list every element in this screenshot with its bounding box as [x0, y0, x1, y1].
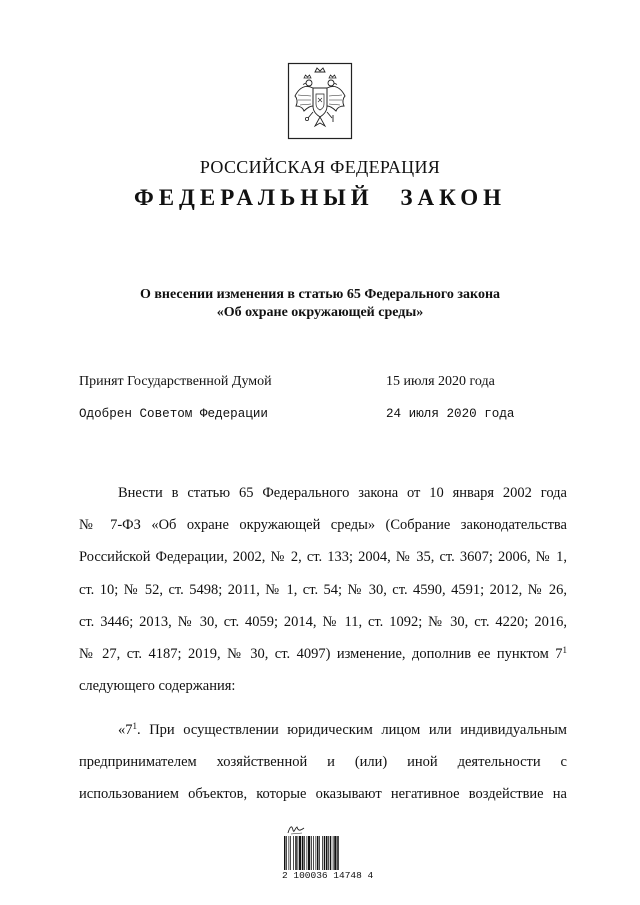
- barcode-bar: [289, 836, 290, 870]
- body-line: Внести в статью 65 Федерального закона от 10 января 2002 года: [118, 485, 567, 501]
- body-paragraph: [79, 714, 567, 811]
- law-title-line: О внесении изменения в статью 65 Федерального закона: [139, 287, 501, 302]
- barcode-bar: [322, 836, 323, 870]
- barcode-bar: [299, 836, 301, 870]
- barcode-bar: [290, 836, 291, 870]
- body-paragraph: [79, 477, 567, 702]
- barcode-bar: [307, 836, 308, 870]
- point-superscript: 1: [562, 645, 567, 656]
- body-line: ст. 10; № 52, ст. 5498; 2011, № 1, ст. 54; № 30, ст. 4590, 4591; 2012, № 26,: [79, 581, 567, 598]
- coat-of-arms-emblem: [287, 62, 353, 140]
- duma-label: Принят Государственной Думой: [79, 374, 272, 389]
- body-line: ст. 3446; 2013, № 30, ст. 4059; 2014, № 11, ст. 1092; № 30, ст. 4220; 2016,: [79, 613, 567, 630]
- point-opening: «7: [118, 722, 133, 738]
- barcode-bar: [295, 836, 297, 870]
- duma-date: 15 июля 2020 года: [386, 374, 495, 389]
- barcode-bar: [319, 836, 320, 870]
- body-line: следующего содержания:: [79, 678, 236, 695]
- barcode-bar: [337, 836, 339, 870]
- body-line: № 7-ФЗ «Об охране окружающей среды» (Собрание законодательства: [79, 517, 567, 534]
- council-label: Одобрен Советом Федерации: [79, 407, 268, 421]
- council-date: 24 июля 2020 года: [386, 407, 515, 421]
- barcode-bar: [316, 836, 317, 870]
- barcode-bar: [328, 836, 329, 870]
- barcode-bar: [334, 836, 336, 870]
- barcode-bar: [304, 836, 305, 870]
- barcode-bar: [286, 836, 287, 870]
- barcode-bar: [333, 836, 334, 870]
- body-line-text: № 27, ст. 4187; 2019, № 30, ст. 4097) изменение, дополнив ее пунктом 7: [79, 646, 563, 663]
- point-superscript: 1: [132, 721, 137, 731]
- barcode-bar: [324, 836, 326, 870]
- document-type-heading: ФЕДЕРАЛЬНЫЙ ЗАКОН: [133, 185, 507, 210]
- barcode-bar: [302, 836, 304, 870]
- law-title: [100, 286, 540, 322]
- barcode-bar: [308, 836, 310, 870]
- barcode-bar: [326, 836, 328, 870]
- barcode-bar: [293, 836, 294, 870]
- body-line: [79, 638, 567, 670]
- body-line: Российской Федерации, 2002, № 2, ст. 133; 2004, № 35, ст. 3607; 2006, № 1,: [79, 549, 567, 566]
- country-heading: РОССИЙСКАЯ ФЕДЕРАЦИЯ: [199, 157, 441, 177]
- barcode-bar: [284, 836, 286, 870]
- barcode-bar: [298, 836, 299, 870]
- barcode-bar: [317, 836, 319, 870]
- body-line: использованием объектов, которые оказывают негативное воздействие на: [79, 786, 567, 803]
- signature-mark: [286, 822, 306, 836]
- law-title-line: «Об охране окружающей среды»: [216, 305, 424, 320]
- body-line: [79, 714, 567, 746]
- barcode-bar: [313, 836, 314, 870]
- barcode-bars: [284, 836, 362, 870]
- barcode-bar: [311, 836, 312, 870]
- barcode-number: 2 100036 14748 4: [282, 870, 374, 881]
- barcode-bar: [330, 836, 332, 870]
- body-line-text: . При осуществлении юридическим лицом или индивидуальным: [137, 722, 567, 738]
- body-line: предпринимателем хозяйственной и (или) иной деятельности с: [79, 754, 567, 771]
